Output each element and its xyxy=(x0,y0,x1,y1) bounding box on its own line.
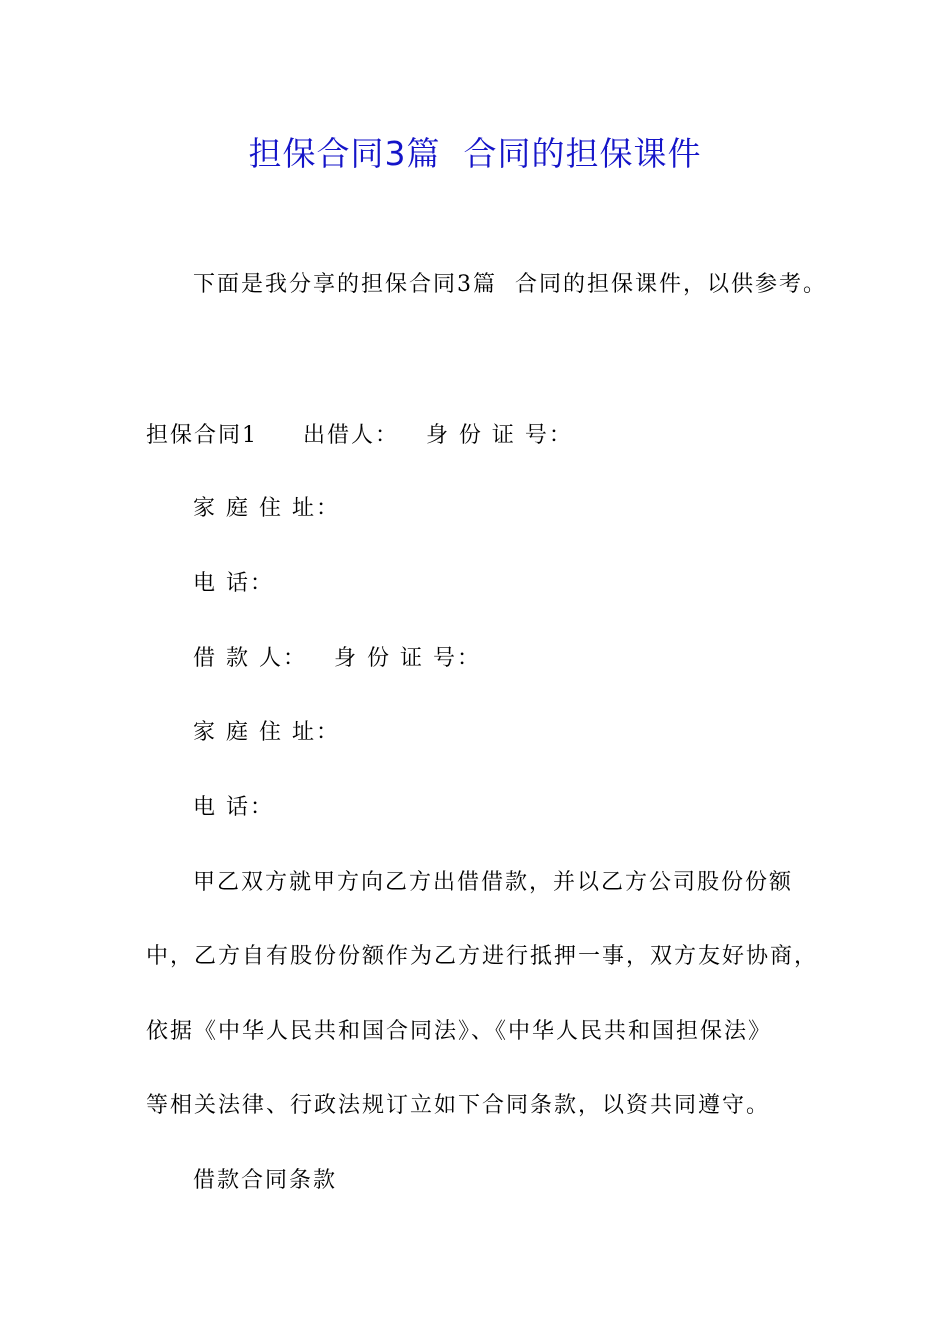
borrower-address-field: 家 庭 住 址： xyxy=(193,720,340,745)
borrower-phone-field: 电 话： xyxy=(193,795,274,820)
section-heading: 借款合同条款 xyxy=(193,1168,338,1193)
body-paragraph-line-1: 甲乙双方就甲方向乙方出借借款，并以乙方公司股份份额 xyxy=(193,870,794,895)
contract1-lender-line: 担保合同1 出借人： 身 份 证 号： xyxy=(146,423,573,448)
document-title: 担保合同3篇 合同的担保课件 xyxy=(248,134,702,173)
body-paragraph-line-4: 等相关法律、行政法规订立如下合同条款，以资共同遵守。 xyxy=(146,1093,771,1118)
intro-paragraph: 下面是我分享的担保合同3篇 合同的担保课件，以供参考。 xyxy=(193,272,827,297)
body-paragraph-line-3: 依据《中华人民共和国合同法》、《中华人民共和国担保法》 xyxy=(146,1019,773,1044)
lender-phone-field: 电 话： xyxy=(193,571,274,596)
borrower-line: 借 款 人： 身 份 证 号： xyxy=(193,646,481,671)
body-paragraph-line-2: 中，乙方自有股份份额作为乙方进行抵押一事，双方友好协商， xyxy=(146,944,819,969)
lender-address-field: 家 庭 住 址： xyxy=(193,496,340,521)
